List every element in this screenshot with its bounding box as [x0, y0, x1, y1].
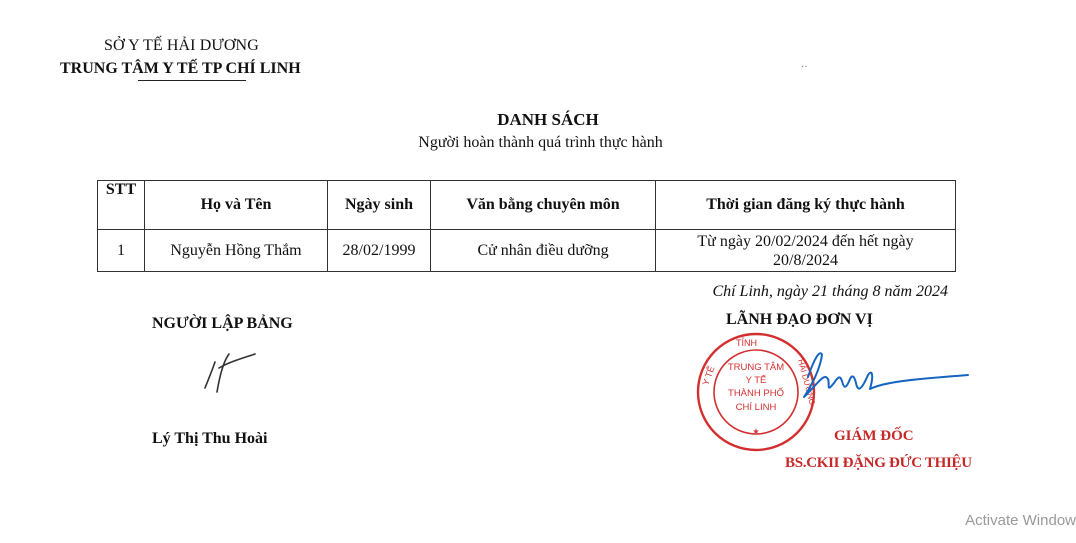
scan-speck: ·· — [801, 62, 808, 73]
seal-line-4: CHÍ LINH — [735, 402, 777, 413]
header-underline — [138, 80, 246, 81]
cell-period-line2: 20/8/2024 — [773, 251, 838, 269]
table-row — [98, 230, 956, 272]
preparer-name: Lý Thị Thu Hoài — [152, 430, 268, 447]
leader-title: LÃNH ĐẠO ĐƠN VỊ — [726, 311, 873, 328]
cell-dob: 28/02/1999 — [328, 230, 431, 272]
department-name: SỞ Y TẾ HẢI DƯƠNG — [104, 37, 259, 54]
seal-ring-right: HẢI DƯƠNG — [796, 358, 817, 406]
seal-ring-left: Y TẾ — [700, 364, 717, 387]
cell-period — [656, 230, 956, 272]
cell-name: Nguyễn Hồng Thắm — [145, 230, 328, 272]
seal-line-3: THÀNH PHỐ — [728, 388, 784, 399]
seal-ring-top: TỈNH — [736, 338, 757, 348]
practice-list-table — [97, 180, 956, 272]
os-activation-watermark: Activate Window — [965, 512, 1076, 529]
place-date: Chí Linh, ngày 21 tháng 8 năm 2024 — [712, 283, 948, 300]
header-name: Họ và Tên — [145, 181, 328, 230]
header-period: Thời gian đăng ký thực hành — [656, 181, 956, 230]
center-name: TRUNG TÂM Y TẾ TP CHÍ LINH — [60, 60, 301, 77]
document-subtitle: Người hoàn thành quá trình thực hành — [418, 134, 663, 151]
preparer-title: NGƯỜI LẬP BẢNG — [152, 315, 293, 332]
cell-period-line1: Từ ngày 20/02/2024 đến hết ngày — [697, 232, 914, 250]
director-position: GIÁM ĐỐC — [834, 428, 914, 444]
header-dob: Ngày sinh — [328, 181, 431, 230]
table-header-row — [98, 181, 956, 230]
header-degree: Văn bằng chuyên môn — [431, 181, 656, 230]
cell-degree: Cử nhân điều dưỡng — [431, 230, 656, 272]
seal-line-1: TRUNG TÂM — [727, 362, 785, 373]
director-name: BS.CKII ĐẶNG ĐỨC THIỆU — [785, 455, 972, 471]
preparer-signature — [195, 348, 265, 398]
document-title: DANH SÁCH — [497, 110, 599, 129]
header-stt: STT — [98, 181, 145, 230]
director-signature — [790, 335, 970, 415]
seal-line-2: Y TẾ — [745, 375, 767, 386]
cell-stt: 1 — [98, 230, 145, 272]
seal-star-icon: ★ — [752, 427, 760, 436]
